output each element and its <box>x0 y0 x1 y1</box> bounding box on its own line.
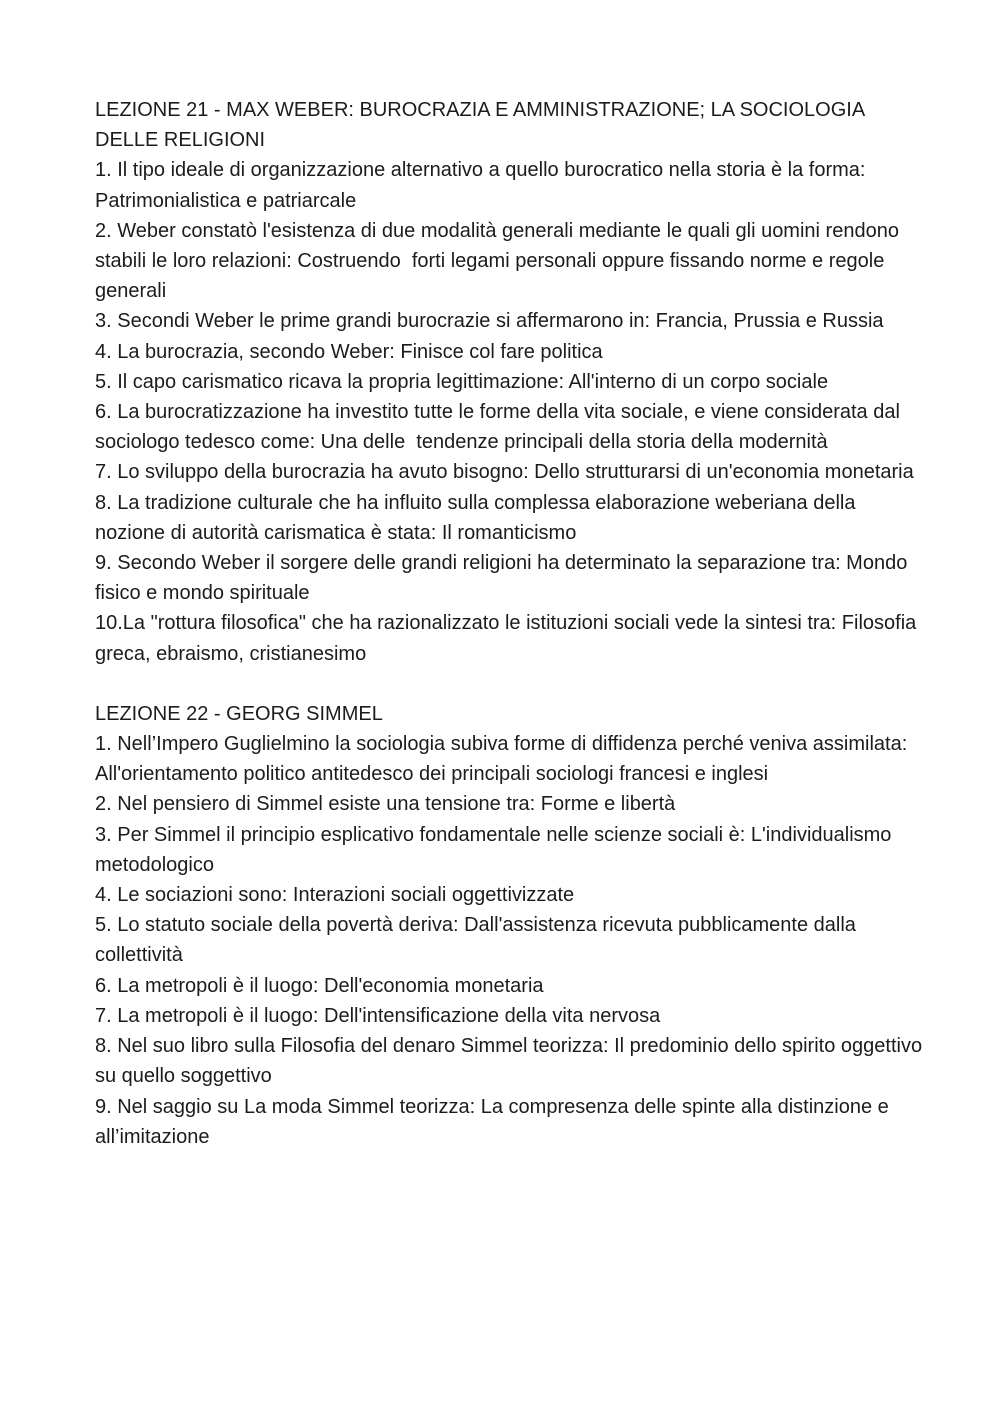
lesson-22-item-4: 4. Le sociazioni sono: Interazioni sociali oggettivizzate <box>95 884 575 907</box>
lesson-21-item-7: 7. Lo sviluppo della burocrazia ha avuto bisogno: Dello strutturarsi di un'economia monetaria <box>95 461 914 484</box>
lesson-21-heading: LEZIONE 21 - MAX WEBER: BUROCRAZIA E AMMINISTRAZIONE; LA SOCIOLOGIA DELLE RELIGIONI <box>95 99 870 152</box>
lesson-22-heading: LEZIONE 22 - GEORG SIMMEL <box>95 702 383 725</box>
lesson-21-item-10: 10.La "rottura filosofica" che ha razionalizzato le istituzioni sociali vede la sintesi tra: Filosofia greca, ebraismo, cristianesimo <box>95 612 922 665</box>
lesson-22-item-6: 6. La metropoli è il luogo: Dell'economia monetaria <box>95 974 544 997</box>
lesson-21-item-2: 2. Weber constatò l'esistenza di due modalità generali mediante le quali gli uomini rendono stabili le loro relazioni: Costruendo forti legami personali oppure fissando norme e regole generali <box>95 219 905 303</box>
lesson-21-item-1: 1. Il tipo ideale di organizzazione alternativo a quello burocratico nella storia è la forma: Patrimonialistica e patriarcale <box>95 159 872 212</box>
lesson-22-item-3: 3. Per Simmel il principio esplicativo fondamentale nelle scienze sociali è: L'individualismo metodologico <box>95 823 897 876</box>
lesson-22-section <box>95 699 928 1152</box>
lesson-21-section <box>95 95 925 669</box>
lesson-22-item-9: 9. Nel saggio su La moda Simmel teorizza: La compresenza delle spinte alla distinzione e all’imitazione <box>95 1095 895 1148</box>
lesson-22-item-1: 1. Nell’Impero Guglielmino la sociologia subiva forme di diffidenza perché veniva assimilata: All'orientamento politico antitedesco dei principali sociologi francesi e inglesi <box>95 733 912 786</box>
lesson-21-item-9: 9. Secondo Weber il sorgere delle grandi religioni ha determinato la separazione tra: Mondo fisico e mondo spirituale <box>95 552 913 605</box>
lesson-22-item-8: 8. Nel suo libro sulla Filosofia del denaro Simmel teorizza: Il predominio dello spirito oggettivo su quello soggettivo <box>95 1035 928 1088</box>
lesson-21-item-8: 8. La tradizione culturale che ha influito sulla complessa elaborazione weberiana della nozione di autorità carismatica è stata: Il romanticismo <box>95 491 862 544</box>
document-page <box>95 95 928 1152</box>
lesson-21-item-3: 3. Secondi Weber le prime grandi burocrazie si affermarono in: Francia, Prussia e Russia <box>95 310 884 333</box>
lesson-22-item-7: 7. La metropoli è il luogo: Dell'intensificazione della vita nervosa <box>95 1004 661 1027</box>
lesson-21-item-6: 6. La burocratizzazione ha investito tutte le forme della vita sociale, e viene considerata dal sociologo tedesco come: Una delle tendenze principali della storia della modernità <box>95 401 906 454</box>
lesson-21-item-5: 5. Il capo carismatico ricava la propria legittimazione: All'interno di un corpo sociale <box>95 370 829 393</box>
lesson-21-item-4: 4. La burocrazia, secondo Weber: Finisce col fare politica <box>95 340 603 363</box>
lesson-22-item-2: 2. Nel pensiero di Simmel esiste una tensione tra: Forme e libertà <box>95 793 676 816</box>
lesson-22-item-5: 5. Lo statuto sociale della povertà deriva: Dall'assistenza ricevuta pubblicamente dalla collettività <box>95 914 862 967</box>
